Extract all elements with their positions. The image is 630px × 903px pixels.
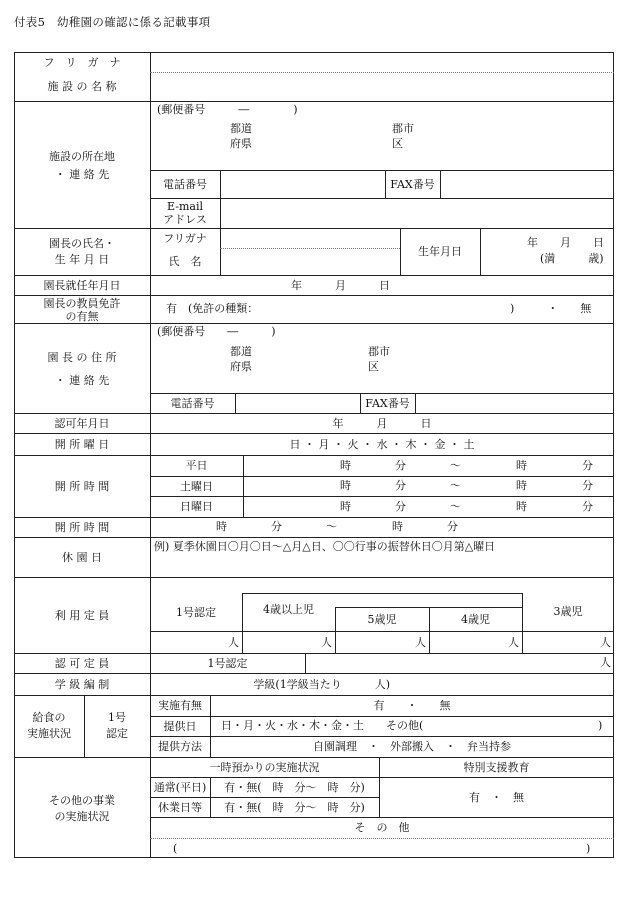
- label-open-hours-2: 開 所 時 間: [54, 520, 110, 534]
- meal-days-label: 提供日: [163, 719, 197, 733]
- other-open-paren: (: [173, 842, 178, 855]
- meal-impl-options[interactable]: 有 ・ 無: [373, 699, 451, 712]
- home-postal-field[interactable]: (郵便番号 ― ): [157, 325, 276, 338]
- capacity-age5-unit[interactable]: 人: [415, 636, 426, 649]
- label-appointed-date: 園長就任年月日: [43, 278, 121, 292]
- capacity-age4-label: 4歳児: [461, 612, 490, 626]
- capacity-age5-label: 5歳児: [367, 612, 397, 626]
- label-furigana: フ リ ガ ナ: [43, 55, 121, 69]
- birthdate-field[interactable]: 年 月 日: [527, 236, 604, 249]
- home-pref-label-1: 都道: [230, 345, 252, 358]
- capacity-cat1-label: 1号認定: [176, 605, 216, 619]
- special-ed-label: 特別支援教育: [463, 760, 530, 774]
- label-meal-category-line1: 1号: [108, 711, 126, 724]
- weekday-hours-field[interactable]: 時 分 〜 時 分: [340, 459, 593, 472]
- appointed-date-field[interactable]: 年 月 日: [291, 278, 390, 292]
- facility-furigana-field[interactable]: [151, 53, 613, 72]
- approved-cat1-label: 1号認定: [207, 656, 248, 670]
- label-address-line1: 施設の所在地: [49, 149, 115, 163]
- license-none-option[interactable]: ) ・ 無: [510, 302, 592, 315]
- city-label-1: 郡市: [392, 122, 414, 135]
- open-hours-field[interactable]: 時 分 〜 時 分: [216, 520, 458, 533]
- home-pref-label-2: 府県: [230, 360, 252, 373]
- tel-field[interactable]: [221, 171, 384, 198]
- sunday-label: 日曜日: [180, 500, 213, 513]
- label-approved-capacity: 認 可 定 員: [54, 656, 110, 670]
- home-city-label-2: 区: [368, 360, 379, 373]
- meal-method-options[interactable]: 自園調理 ・ 外部搬入 ・ 弁当持参: [313, 740, 511, 753]
- label-home-line1: 園 長 の 住 所: [47, 350, 117, 364]
- age-field[interactable]: (満 歳): [540, 252, 604, 265]
- prefecture-label-2: 府県: [230, 137, 252, 150]
- approved-capacity-unit[interactable]: 人: [600, 656, 611, 669]
- normal-day-options[interactable]: 有・無( 時 分〜 時 分): [224, 780, 365, 794]
- other-field[interactable]: [190, 839, 585, 858]
- class-org-field[interactable]: 学級(1学級当たり 人): [253, 677, 390, 691]
- director-name-field[interactable]: [221, 249, 400, 275]
- label-license-line1: 園長の教員免許: [43, 296, 121, 310]
- home-fax-field[interactable]: [416, 394, 613, 413]
- capacity-age3-unit[interactable]: 人: [600, 636, 611, 649]
- meal-days-options[interactable]: 日・月・火・水・木・金・土 その他(: [221, 719, 424, 732]
- temp-care-label: 一時預かりの実施状況: [209, 760, 320, 774]
- label-approved-date: 認可年月日: [54, 416, 110, 430]
- label-facility-name: 施 設 の 名 称: [47, 80, 117, 93]
- label-meal-line1: 給食の: [32, 711, 66, 724]
- meal-impl-label: 実施有無: [158, 699, 202, 712]
- label-class-org: 学 級 編 制: [54, 677, 110, 691]
- birthdate-label: 生年月日: [418, 245, 462, 258]
- home-tel-label: 電話番号: [170, 396, 215, 410]
- capacity-age3-label: 3歳児: [553, 604, 583, 618]
- label-other-line2: の実施状況: [54, 810, 110, 823]
- label-license-line2: の有無: [65, 309, 99, 323]
- label-director-line2: 生 年 月 日: [54, 253, 110, 266]
- other-close-paren: ): [586, 842, 591, 855]
- approved-date-field[interactable]: 年 月 日: [332, 416, 432, 430]
- label-other-line1: その他の事業: [49, 794, 115, 807]
- sunday-hours-field[interactable]: 時 分 〜 時 分: [340, 500, 593, 513]
- form-title: 付表5 幼稚園の確認に係る記載事項: [14, 15, 211, 29]
- normal-day-label: 通常(平日): [153, 780, 207, 794]
- label-home-line2: ・ 連 絡 先: [54, 373, 110, 387]
- meal-days-close-paren: ): [598, 719, 603, 732]
- facility-name-field[interactable]: [151, 73, 613, 101]
- label-director-line1: 園長の氏名・: [49, 237, 115, 250]
- label-meal-category-line2: 認定: [106, 727, 128, 740]
- other-label: そ の 他: [354, 821, 410, 834]
- postal-code-field[interactable]: (郵便番号 ― ): [157, 103, 298, 116]
- email-field[interactable]: [221, 199, 613, 228]
- capacity-4plus-unit[interactable]: 人: [321, 636, 332, 649]
- capacity-cat1-unit[interactable]: 人: [228, 636, 239, 649]
- home-city-label-1: 郡市: [368, 345, 390, 358]
- saturday-hours-field[interactable]: 時 分 〜 時 分: [340, 479, 593, 492]
- saturday-label: 土曜日: [180, 479, 213, 493]
- capacity-age4-unit[interactable]: 人: [508, 636, 519, 649]
- home-tel-field[interactable]: [236, 394, 360, 413]
- label-address-line2: ・ 連 絡 先: [54, 167, 110, 181]
- city-label-2: 区: [392, 137, 403, 150]
- capacity-4plus-label: 4歳以上児: [263, 602, 314, 616]
- closed-days-example[interactable]: 例) 夏季休園日〇月〇日〜△月△日、〇〇行事の振替休日〇月第△曜日: [154, 540, 496, 553]
- fax-label: FAX番号: [390, 177, 435, 191]
- holiday-options[interactable]: 有・無( 時 分〜 時 分): [224, 800, 365, 814]
- email-label-2: アドレス: [163, 212, 207, 226]
- open-days-options[interactable]: 日 ・ 月 ・ 火 ・ 水 ・ 木 ・ 金 ・ 土: [289, 437, 475, 451]
- label-meal-line2: 実施状況: [27, 727, 71, 740]
- email-label-1: E-mail: [167, 199, 203, 213]
- home-fax-label: FAX番号: [365, 396, 410, 410]
- tel-label: 電話番号: [163, 177, 207, 191]
- prefecture-label-1: 都道: [230, 122, 252, 135]
- weekday-label: 平日: [185, 459, 208, 472]
- director-furigana-field[interactable]: [221, 229, 400, 248]
- label-open-hours: 開 所 時 間: [54, 479, 110, 493]
- fax-field[interactable]: [441, 171, 613, 198]
- meal-method-label: 提供方法: [158, 740, 202, 753]
- holiday-label: 休業日等: [158, 800, 202, 814]
- label-closed-days: 休 園 日: [62, 550, 102, 564]
- director-furigana-label: フリガナ: [163, 231, 207, 245]
- director-name-label: 氏 名: [168, 254, 202, 268]
- special-ed-options[interactable]: 有 ・ 無: [469, 790, 524, 804]
- license-type-field[interactable]: 有 (免許の種類：: [166, 302, 259, 315]
- label-capacity: 利 用 定 員: [54, 608, 110, 622]
- label-open-days: 開 所 曜 日: [54, 437, 110, 451]
